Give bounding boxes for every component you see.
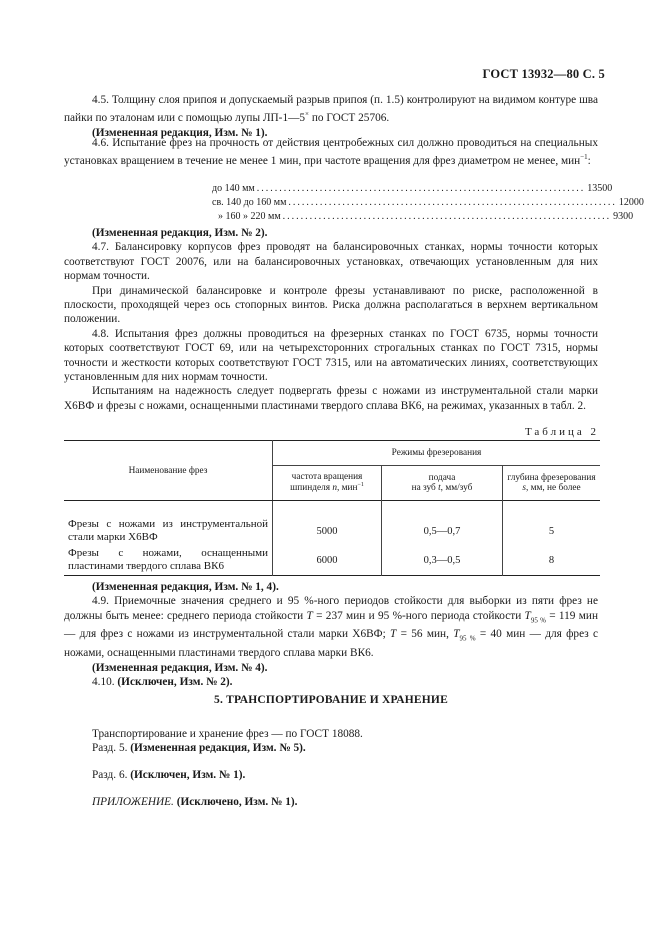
- clause-4-7-balancing: При динамической балансировке и контроле фрезы устанавливают по риске, расположенной в плоскости, проходящей через ось стопорных винтов. Риска должна располагаться в верхнем вертикальном положении.: [64, 284, 598, 326]
- header-depth-s: s: [522, 483, 526, 493]
- header-milling-modes: Режимы фрезерования: [273, 441, 601, 466]
- header-depth-line1: глубина фрезерования: [507, 473, 596, 483]
- leader-dots: .........................................................................: [288, 197, 617, 208]
- clause-4-9-part: = 40 мин — для фрез с ножами, оснащенными пластинами твердого сплава марки ВК6.: [64, 628, 598, 660]
- speed-value: 13500: [587, 183, 613, 194]
- clause-4-6-end: :: [587, 155, 591, 168]
- symbol-t: T: [390, 628, 397, 641]
- subscript-95: 95 %: [530, 616, 546, 625]
- page-header: ГОСТ 13932—80 С. 5: [482, 67, 605, 81]
- subscript-95: 95 %: [459, 634, 476, 643]
- header-feed-unit: , мм/зуб: [440, 483, 473, 493]
- spacer-cell: [273, 501, 382, 517]
- clause-4-7: [64, 226, 598, 413]
- spindle-speed-value: 6000: [273, 546, 382, 576]
- clause-4-6-sup: −1: [580, 153, 588, 162]
- clause-4-9-text: [64, 594, 598, 660]
- edition-note-2: (Измененная редакция, Изм. № 2).: [92, 227, 268, 239]
- clause-4-7-text: 4.7. Балансировку корпусов фрез проводят на балансировочных станках, нормы точности которых соответствуют ГОСТ 20076, или на балансировочных установках, отвечающих установленным для них нормам точности.: [64, 241, 598, 283]
- appendix-note: (Исключено, Изм. № 1).: [176, 796, 298, 808]
- clause-4-8-text: 4.8. Испытания фрез должны проводиться на фрезерных станках по ГОСТ 6735, нормы точности которых соответствуют ГОСТ 69, или на четырехсторонних строгальных станках по ГОСТ 7315, нормы точности и жесткости которых соответствуют ГОСТ 7315, или на автоматических линиях, соответствующих установленным для них нормам точности.: [64, 327, 598, 384]
- header-speed-line1: частота вращения: [291, 472, 363, 483]
- header-depth-unit: , мм, не более: [525, 483, 581, 493]
- speed-value: 12000: [618, 197, 644, 208]
- clause-4-9-part: = 237 мин и 95 %-ного периода стойкости: [312, 609, 525, 622]
- clause-4-6-text: 4.6. Испытание фрез на прочность от действия центробежных сил должно проводиться на специальных установках вращением в течение не менее 1 мин, при частоте вращения для фрез диаметром не менее, мин: [64, 137, 598, 168]
- header-feed: [382, 466, 503, 501]
- spacer-cell: [503, 501, 601, 517]
- clause-4-9-part: = 56 мин,: [396, 628, 454, 641]
- cutter-name: Фрезы с ножами, оснащенными пластинами твердого сплава ВК6: [68, 547, 268, 573]
- section-5-ref: Разд. 5.: [92, 742, 131, 755]
- spacer-cell: [382, 501, 503, 517]
- speed-list: [212, 182, 644, 224]
- section-6-ref: Разд. 6.: [92, 769, 131, 781]
- section-6-note: (Исключен, Изм. № 1).: [130, 769, 246, 781]
- symbol-t: T: [453, 628, 460, 641]
- speed-label: » 160 » 220 мм: [218, 211, 281, 222]
- edition-note-1: (Измененная редакция, Изм. № 1).: [92, 126, 268, 139]
- clause-4-10-number: 4.10.: [92, 675, 118, 688]
- clause-4-5-end: по ГОСТ 25706.: [309, 112, 390, 125]
- section-5-text: Транспортирование и хранение фрез — по ГОСТ 18088.: [92, 728, 363, 740]
- spacer-cell: [64, 501, 273, 517]
- appendix-label: ПРИЛОЖЕНИЕ.: [92, 796, 177, 808]
- symbol-t: T: [524, 609, 531, 622]
- speed-row: [212, 182, 613, 196]
- section-5-body: [64, 727, 598, 756]
- speed-value: 9300: [613, 211, 634, 222]
- table-2: [64, 440, 600, 576]
- header-speed-sup: −1: [357, 482, 364, 489]
- header-speed-n: n: [332, 483, 337, 494]
- speed-label: св. 140 до 160 мм: [212, 197, 287, 208]
- speed-row: [212, 210, 634, 224]
- leader-dots: .........................................................................: [282, 211, 612, 222]
- header-feed-line1: подача: [428, 473, 456, 483]
- feed-value: 0,3—0,5: [382, 546, 503, 576]
- speed-label: до 140 мм: [212, 183, 255, 194]
- clause-4-5-text: 4.5. Толщину слоя припоя и допускаемый разрыв припоя (п. 1.5) контролируют на видимом контуре шва пайки по эталонам или с помощью лупы ЛП-1—5: [64, 94, 598, 125]
- header-cutter-name: Наименование фрез: [64, 441, 273, 501]
- table-caption: Таблица 2: [524, 426, 599, 438]
- section-6-line: [64, 768, 598, 782]
- appendix-line: [64, 795, 598, 809]
- clause-4-10-note: (Исключен, Изм. № 2).: [117, 675, 233, 688]
- appendix: [64, 795, 598, 809]
- clause-4-9: [64, 580, 598, 689]
- symbol-t: T: [306, 609, 313, 622]
- depth-value: 5: [503, 517, 601, 546]
- clause-4-10: [64, 675, 598, 689]
- clause-4-6: [64, 136, 598, 169]
- header-speed-unit: , мин: [336, 483, 358, 494]
- speed-row: [212, 196, 644, 210]
- clause-4-5-sup: ×: [305, 110, 309, 119]
- section-5-title: 5. ТРАНСПОРТИРОВАНИЕ И ХРАНЕНИЕ: [214, 694, 448, 706]
- section-6: [64, 768, 598, 782]
- edition-note-1-4: (Измененная редакция, Изм. № 1, 4).: [92, 581, 279, 593]
- clause-4-8-reliability: Испытаниям на надежность следует подвергать фрезы с ножами из инструментальной стали марки Х6ВФ и фрезы с ножами, оснащенными пластинами твердого сплава ВК6, на режимах, указанных в табл. 2.: [64, 385, 598, 412]
- clause-4-5: [64, 93, 598, 140]
- edition-note-4: (Измененная редакция, Изм. № 4).: [92, 661, 268, 674]
- feed-value: 0,5—0,7: [382, 517, 503, 546]
- section-5-note: (Измененная редакция, Изм. № 5).: [130, 742, 306, 755]
- header-spindle-speed: [273, 466, 382, 501]
- header-feed-line2: на зуб: [411, 483, 439, 493]
- header-feed-t: t: [438, 483, 441, 493]
- header-speed-line2: шпинделя: [290, 483, 333, 494]
- table-row: [64, 546, 600, 576]
- section-5-edition: [64, 741, 598, 755]
- spindle-speed-value: 5000: [273, 517, 382, 546]
- cutter-name: Фрезы с ножами из инструментальной стали марки Х6ВФ: [68, 518, 268, 543]
- clause-4-9-part: = 119 мин — для фрез с ножами из инструментальной стали марки Х6ВФ;: [64, 609, 598, 641]
- table-row: [64, 517, 600, 546]
- depth-value: 8: [503, 546, 601, 576]
- header-depth: [503, 466, 601, 501]
- clause-4-9-part: 4.9. Приемочные значения среднего и 95 %-ного периодов стойкости для выборки из пяти фрез не должны быть менее: среднего периода стойкости: [64, 595, 598, 622]
- leader-dots: .........................................................................: [256, 183, 586, 194]
